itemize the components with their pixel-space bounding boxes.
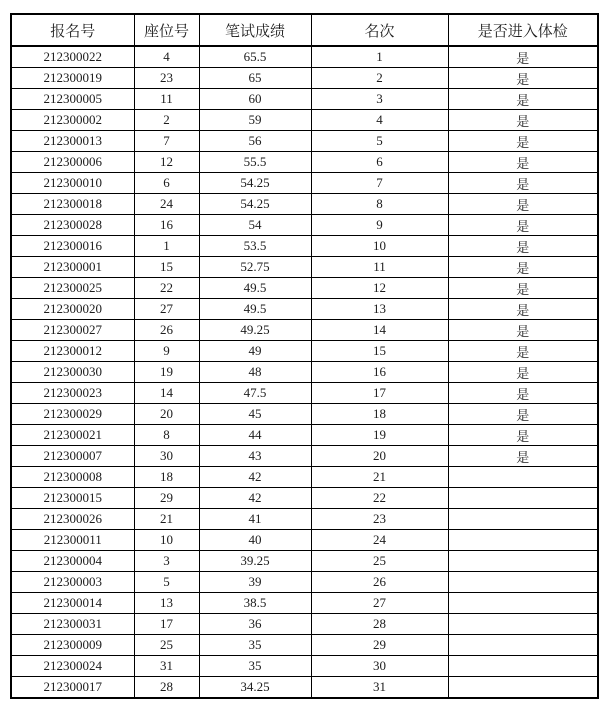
- header-row: [11, 14, 598, 46]
- registration-number-cell: 212300018: [11, 194, 134, 215]
- col-header-registration-number: 报名号: [11, 14, 134, 46]
- rank-cell: 26: [311, 572, 448, 593]
- seat-number-cell: 12: [134, 152, 199, 173]
- table-row: [11, 551, 598, 572]
- physical-exam-eligibility-cell: [448, 467, 598, 488]
- seat-number-cell: 1: [134, 236, 199, 257]
- written-score-cell: 56: [199, 131, 311, 152]
- seat-number-cell: 6: [134, 173, 199, 194]
- written-score-cell: 44: [199, 425, 311, 446]
- table-row: [11, 152, 598, 173]
- table-row: [11, 383, 598, 404]
- written-score-cell: 49: [199, 341, 311, 362]
- written-score-cell: 55.5: [199, 152, 311, 173]
- physical-exam-eligibility-cell: [448, 488, 598, 509]
- rank-cell: 8: [311, 194, 448, 215]
- table-row: [11, 110, 598, 131]
- seat-number-cell: 18: [134, 467, 199, 488]
- table-row: [11, 593, 598, 614]
- seat-number-cell: 23: [134, 68, 199, 89]
- rank-cell: 15: [311, 341, 448, 362]
- written-score-cell: 52.75: [199, 257, 311, 278]
- written-score-cell: 54.25: [199, 173, 311, 194]
- table-row: [11, 635, 598, 656]
- registration-number-cell: 212300002: [11, 110, 134, 131]
- seat-number-cell: 10: [134, 530, 199, 551]
- rank-cell: 16: [311, 362, 448, 383]
- physical-exam-eligibility-cell: 是: [448, 236, 598, 257]
- physical-exam-eligibility-cell: 是: [448, 46, 598, 68]
- rank-cell: 14: [311, 320, 448, 341]
- seat-number-cell: 19: [134, 362, 199, 383]
- seat-number-cell: 24: [134, 194, 199, 215]
- seat-number-cell: 9: [134, 341, 199, 362]
- table-row: [11, 677, 598, 699]
- written-score-cell: 38.5: [199, 593, 311, 614]
- rank-cell: 11: [311, 257, 448, 278]
- registration-number-cell: 212300007: [11, 446, 134, 467]
- rank-cell: 21: [311, 467, 448, 488]
- seat-number-cell: 15: [134, 257, 199, 278]
- physical-exam-eligibility-cell: [448, 656, 598, 677]
- rank-cell: 4: [311, 110, 448, 131]
- physical-exam-eligibility-cell: 是: [448, 362, 598, 383]
- rank-cell: 25: [311, 551, 448, 572]
- rank-cell: 19: [311, 425, 448, 446]
- seat-number-cell: 22: [134, 278, 199, 299]
- rank-cell: 30: [311, 656, 448, 677]
- physical-exam-eligibility-cell: 是: [448, 173, 598, 194]
- seat-number-cell: 4: [134, 46, 199, 68]
- written-score-cell: 47.5: [199, 383, 311, 404]
- seat-number-cell: 16: [134, 215, 199, 236]
- physical-exam-eligibility-cell: 是: [448, 89, 598, 110]
- registration-number-cell: 212300023: [11, 383, 134, 404]
- seat-number-cell: 5: [134, 572, 199, 593]
- table-row: [11, 173, 598, 194]
- physical-exam-eligibility-cell: [448, 551, 598, 572]
- physical-exam-eligibility-cell: 是: [448, 152, 598, 173]
- physical-exam-eligibility-cell: [448, 614, 598, 635]
- table-row: [11, 320, 598, 341]
- table-row: [11, 89, 598, 110]
- rank-cell: 24: [311, 530, 448, 551]
- written-score-cell: 39: [199, 572, 311, 593]
- physical-exam-eligibility-cell: [448, 530, 598, 551]
- seat-number-cell: 30: [134, 446, 199, 467]
- table-row: [11, 425, 598, 446]
- rank-cell: 13: [311, 299, 448, 320]
- col-header-written-score: 笔试成绩: [199, 14, 311, 46]
- physical-exam-eligibility-cell: 是: [448, 110, 598, 131]
- seat-number-cell: 2: [134, 110, 199, 131]
- rank-cell: 18: [311, 404, 448, 425]
- rank-cell: 6: [311, 152, 448, 173]
- physical-exam-eligibility-cell: [448, 593, 598, 614]
- rank-cell: 3: [311, 89, 448, 110]
- rank-cell: 31: [311, 677, 448, 699]
- registration-number-cell: 212300021: [11, 425, 134, 446]
- table-row: [11, 278, 598, 299]
- seat-number-cell: 28: [134, 677, 199, 699]
- seat-number-cell: 27: [134, 299, 199, 320]
- registration-number-cell: 212300030: [11, 362, 134, 383]
- rank-cell: 20: [311, 446, 448, 467]
- registration-number-cell: 212300020: [11, 299, 134, 320]
- table-row: [11, 46, 598, 68]
- table-row: [11, 341, 598, 362]
- physical-exam-eligibility-cell: 是: [448, 215, 598, 236]
- table-row: [11, 614, 598, 635]
- written-score-cell: 39.25: [199, 551, 311, 572]
- written-score-cell: 60: [199, 89, 311, 110]
- registration-number-cell: 212300022: [11, 46, 134, 68]
- table-row: [11, 194, 598, 215]
- rank-cell: 28: [311, 614, 448, 635]
- written-score-cell: 65: [199, 68, 311, 89]
- rank-cell: 2: [311, 68, 448, 89]
- seat-number-cell: 17: [134, 614, 199, 635]
- written-score-cell: 54: [199, 215, 311, 236]
- physical-exam-eligibility-cell: 是: [448, 68, 598, 89]
- physical-exam-eligibility-cell: [448, 677, 598, 699]
- physical-exam-eligibility-cell: 是: [448, 131, 598, 152]
- written-score-cell: 54.25: [199, 194, 311, 215]
- seat-number-cell: 21: [134, 509, 199, 530]
- registration-number-cell: 212300028: [11, 215, 134, 236]
- written-score-cell: 43: [199, 446, 311, 467]
- registration-number-cell: 212300019: [11, 68, 134, 89]
- physical-exam-eligibility-cell: 是: [448, 425, 598, 446]
- table-row: [11, 404, 598, 425]
- table-row: [11, 509, 598, 530]
- rank-cell: 10: [311, 236, 448, 257]
- written-score-cell: 65.5: [199, 46, 311, 68]
- seat-number-cell: 26: [134, 320, 199, 341]
- rank-cell: 22: [311, 488, 448, 509]
- written-score-cell: 49.25: [199, 320, 311, 341]
- physical-exam-eligibility-cell: [448, 509, 598, 530]
- registration-number-cell: 212300011: [11, 530, 134, 551]
- seat-number-cell: 8: [134, 425, 199, 446]
- registration-number-cell: 212300024: [11, 656, 134, 677]
- rank-cell: 17: [311, 383, 448, 404]
- written-score-cell: 42: [199, 467, 311, 488]
- written-score-cell: 41: [199, 509, 311, 530]
- col-header-physical-exam-eligibility: 是否进入体检: [448, 14, 598, 46]
- registration-number-cell: 212300005: [11, 89, 134, 110]
- written-score-cell: 40: [199, 530, 311, 551]
- registration-number-cell: 212300017: [11, 677, 134, 699]
- seat-number-cell: 13: [134, 593, 199, 614]
- rank-cell: 9: [311, 215, 448, 236]
- registration-number-cell: 212300003: [11, 572, 134, 593]
- table-row: [11, 656, 598, 677]
- physical-exam-eligibility-cell: 是: [448, 446, 598, 467]
- seat-number-cell: 31: [134, 656, 199, 677]
- table-row: [11, 467, 598, 488]
- registration-number-cell: 212300025: [11, 278, 134, 299]
- written-score-cell: 42: [199, 488, 311, 509]
- physical-exam-eligibility-cell: 是: [448, 404, 598, 425]
- registration-number-cell: 212300029: [11, 404, 134, 425]
- registration-number-cell: 212300004: [11, 551, 134, 572]
- written-score-cell: 49.5: [199, 278, 311, 299]
- registration-number-cell: 212300012: [11, 341, 134, 362]
- table-row: [11, 530, 598, 551]
- seat-number-cell: 7: [134, 131, 199, 152]
- exam-results-table-container: [10, 13, 599, 699]
- seat-number-cell: 20: [134, 404, 199, 425]
- rank-cell: 5: [311, 131, 448, 152]
- written-score-cell: 45: [199, 404, 311, 425]
- seat-number-cell: 3: [134, 551, 199, 572]
- table-row: [11, 236, 598, 257]
- registration-number-cell: 212300015: [11, 488, 134, 509]
- written-score-cell: 36: [199, 614, 311, 635]
- exam-results-table: [10, 13, 599, 699]
- written-score-cell: 48: [199, 362, 311, 383]
- written-score-cell: 35: [199, 656, 311, 677]
- rank-cell: 12: [311, 278, 448, 299]
- table-row: [11, 215, 598, 236]
- table-row: [11, 572, 598, 593]
- table-row: [11, 446, 598, 467]
- registration-number-cell: 212300009: [11, 635, 134, 656]
- seat-number-cell: 14: [134, 383, 199, 404]
- table-row: [11, 299, 598, 320]
- physical-exam-eligibility-cell: 是: [448, 341, 598, 362]
- seat-number-cell: 29: [134, 488, 199, 509]
- col-header-seat-number: 座位号: [134, 14, 199, 46]
- registration-number-cell: 212300016: [11, 236, 134, 257]
- rank-cell: 1: [311, 46, 448, 68]
- written-score-cell: 53.5: [199, 236, 311, 257]
- physical-exam-eligibility-cell: [448, 635, 598, 656]
- physical-exam-eligibility-cell: 是: [448, 278, 598, 299]
- table-row: [11, 131, 598, 152]
- physical-exam-eligibility-cell: [448, 572, 598, 593]
- rank-cell: 27: [311, 593, 448, 614]
- rank-cell: 29: [311, 635, 448, 656]
- seat-number-cell: 25: [134, 635, 199, 656]
- table-row: [11, 257, 598, 278]
- registration-number-cell: 212300026: [11, 509, 134, 530]
- table-row: [11, 488, 598, 509]
- table-row: [11, 68, 598, 89]
- physical-exam-eligibility-cell: 是: [448, 257, 598, 278]
- physical-exam-eligibility-cell: 是: [448, 320, 598, 341]
- rank-cell: 23: [311, 509, 448, 530]
- registration-number-cell: 212300013: [11, 131, 134, 152]
- written-score-cell: 34.25: [199, 677, 311, 699]
- written-score-cell: 35: [199, 635, 311, 656]
- registration-number-cell: 212300010: [11, 173, 134, 194]
- written-score-cell: 49.5: [199, 299, 311, 320]
- rank-cell: 7: [311, 173, 448, 194]
- physical-exam-eligibility-cell: 是: [448, 383, 598, 404]
- registration-number-cell: 212300008: [11, 467, 134, 488]
- registration-number-cell: 212300027: [11, 320, 134, 341]
- registration-number-cell: 212300006: [11, 152, 134, 173]
- table-row: [11, 362, 598, 383]
- physical-exam-eligibility-cell: 是: [448, 299, 598, 320]
- registration-number-cell: 212300014: [11, 593, 134, 614]
- seat-number-cell: 11: [134, 89, 199, 110]
- col-header-rank: 名次: [311, 14, 448, 46]
- registration-number-cell: 212300031: [11, 614, 134, 635]
- physical-exam-eligibility-cell: 是: [448, 194, 598, 215]
- registration-number-cell: 212300001: [11, 257, 134, 278]
- written-score-cell: 59: [199, 110, 311, 131]
